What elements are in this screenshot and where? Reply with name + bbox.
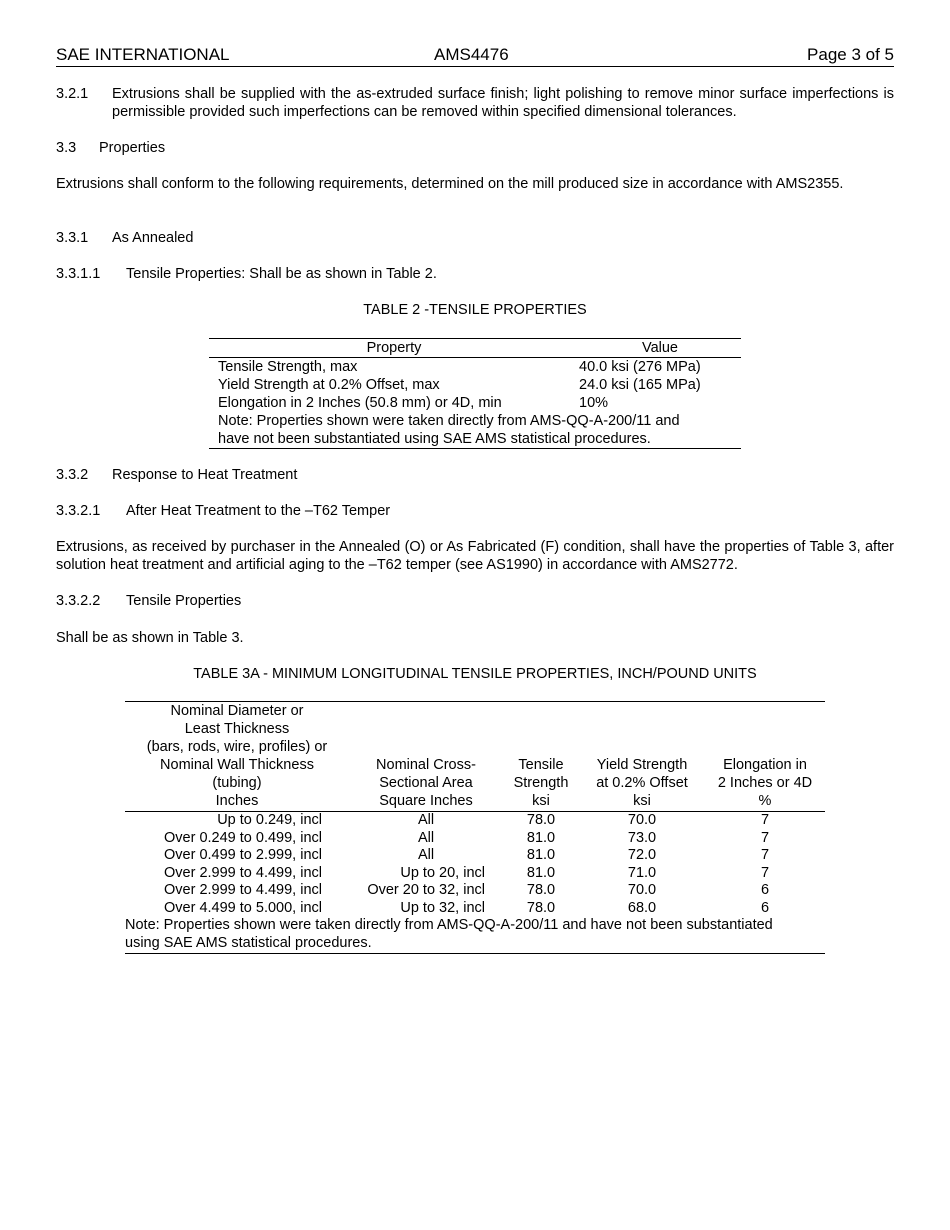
table-cell: Over 0.499 to 2.999, incl (164, 847, 322, 863)
header-line: Nominal Diameter or (170, 703, 304, 719)
table-2-caption: TABLE 2 -TENSILE PROPERTIES (363, 302, 587, 318)
table-row (125, 847, 825, 865)
section-number: 3.3.1.1 (56, 266, 101, 282)
table-cell: 72.0 (627, 847, 657, 863)
table-note-row (209, 412, 741, 449)
table-3a (125, 701, 825, 954)
section-title: Response to Heat Treatment (112, 467, 298, 483)
table-cell: Over 4.499 to 5.000, incl (164, 899, 322, 916)
header-line: (bars, rods, wire, profiles) or (146, 739, 328, 755)
header-line: Nominal Cross- (376, 757, 476, 773)
table-cell: 7 (760, 864, 770, 881)
table-note-line: Note: Properties shown were taken directly from AMS-QQ-A-200/11 and have not been substantiated (125, 917, 773, 933)
header-line: Least Thickness (184, 721, 290, 737)
table-row (125, 830, 825, 848)
header-line: Nominal Wall Thickness (160, 757, 314, 773)
section-number: 3.3.1 (56, 230, 89, 246)
table-cell: 6 (760, 899, 770, 916)
table-cell: 78.0 (526, 882, 556, 898)
column-header-tensile-strength (503, 702, 579, 812)
header-page-number: Page 3 of 5 (807, 45, 894, 64)
table-note-line: Note: Properties shown were taken directly from AMS-QQ-A-200/11 and (218, 413, 680, 429)
table-cell: 78.0 (526, 812, 556, 828)
table-cell: Tensile Strength, max (218, 359, 358, 375)
header-org: SAE INTERNATIONAL (56, 45, 230, 64)
header-line: Yield Strength (596, 757, 688, 773)
table-cell: Over 20 to 32, incl (367, 882, 485, 898)
table-cell: 70.0 (627, 882, 657, 898)
header-line: (tubing) (212, 775, 262, 791)
table-header-row (125, 702, 825, 812)
table-row (125, 812, 825, 830)
table-cell: 7 (760, 812, 770, 828)
table-cell: Over 0.249 to 0.499, incl (164, 829, 322, 846)
table-cell: Up to 0.249, incl (217, 812, 322, 828)
table-note (125, 917, 825, 954)
table-cell: Yield Strength at 0.2% Offset, max (218, 377, 440, 393)
section-title: Tensile Properties (126, 593, 242, 609)
table-cell: 68.0 (627, 899, 657, 916)
table-cell: All (417, 829, 435, 846)
table-cell: 73.0 (627, 829, 657, 846)
table-cell: 7 (760, 829, 770, 846)
header-line: 2 Inches or 4D (717, 775, 813, 791)
table-3a-caption: TABLE 3A - MINIMUM LONGITUDINAL TENSILE PROPERTIES, INCH/POUND UNITS (193, 666, 757, 682)
table-cell: 81.0 (526, 847, 556, 863)
header-line: Tensile (518, 757, 564, 773)
section-title: Tensile Properties: Shall be as shown in Table 2. (126, 266, 437, 282)
section-3-3-paragraph: Extrusions shall conform to the following requirements, determined on the mill produced size in accordance with AMS2355. (56, 176, 844, 192)
section-title: Properties (99, 140, 166, 156)
table-cell: 70.0 (627, 812, 657, 828)
table-note (209, 412, 741, 449)
column-header-cross-sectional-area (349, 702, 503, 812)
table-cell: Over 2.999 to 4.499, incl (164, 864, 322, 881)
section-title: As Annealed (112, 230, 194, 246)
table-cell: 81.0 (526, 829, 556, 846)
section-3-3-2-1-paragraph: Extrusions, as received by purchaser in the Annealed (O) or As Fabricated (F) condition, shall have the properties of Table 3, after solution heat treatment and artificial aging to the –T62 temper (see AS1990) in accordance with AMS2772. (56, 539, 894, 573)
table-row (209, 358, 741, 377)
page-header (56, 44, 894, 67)
section-3-3-2-2-paragraph: Shall be as shown in Table 3. (56, 630, 244, 646)
table-2 (209, 338, 741, 449)
column-header-nominal-diameter (125, 702, 349, 812)
table-row (125, 900, 825, 918)
header-line: Elongation in (723, 757, 807, 773)
table-cell: 40.0 ksi (276 MPa) (579, 359, 701, 375)
table-row (209, 394, 741, 412)
section-number: 3.3.2 (56, 467, 89, 483)
table-cell: 10% (579, 395, 609, 411)
table-note-line: using SAE AMS statistical procedures. (125, 934, 372, 951)
table-cell: All (417, 847, 435, 863)
header-line: Sectional Area (379, 775, 473, 791)
header-line: ksi (633, 793, 651, 809)
table-row (125, 865, 825, 883)
section-number: 3.3.2.1 (56, 503, 101, 519)
section-3-2-1 (56, 85, 894, 121)
header-doc-number: AMS4476 (434, 45, 509, 64)
table-cell: 6 (760, 882, 770, 898)
table-note-row (125, 917, 825, 954)
table-row (209, 376, 741, 394)
header-line: Inches (215, 793, 259, 809)
section-number: 3.3.2.2 (56, 593, 101, 609)
column-header: Value (579, 339, 741, 358)
table-row (125, 882, 825, 900)
header-line: Strength (513, 775, 569, 791)
table-cell: Elongation in 2 Inches (50.8 mm) or 4D, min (218, 395, 502, 411)
table-cell: Up to 20, incl (400, 864, 485, 881)
table-cell: 24.0 ksi (165 MPa) (579, 377, 701, 393)
table-note-line: have not been substantiated using SAE AMS statistical procedures. (218, 431, 651, 447)
section-title: After Heat Treatment to the –T62 Temper (126, 503, 391, 519)
table-cell: All (417, 812, 435, 828)
table-cell: 71.0 (627, 864, 657, 881)
table-cell: Over 2.999 to 4.499, incl (164, 882, 322, 898)
column-header-elongation (705, 702, 825, 812)
header-line: % (758, 793, 772, 809)
header-line: at 0.2% Offset (596, 775, 688, 791)
section-text: Extrusions shall be supplied with the as-extruded surface finish; light polishing to remove minor surface imperfections is permissible provided such imperfections can be removed within specified dimensional tolerances. (112, 86, 894, 120)
table-cell: 78.0 (526, 899, 556, 916)
table-cell: 7 (760, 847, 770, 863)
section-number: 3.3 (56, 140, 77, 156)
column-header-yield-strength (579, 702, 705, 812)
column-header: Property (209, 339, 579, 358)
table-cell: 81.0 (526, 864, 556, 881)
header-line: ksi (532, 793, 550, 809)
table-cell: Up to 32, incl (400, 899, 485, 916)
table-header-row (209, 339, 741, 358)
header-line: Square Inches (379, 793, 473, 809)
section-number: 3.2.1 (56, 86, 89, 102)
